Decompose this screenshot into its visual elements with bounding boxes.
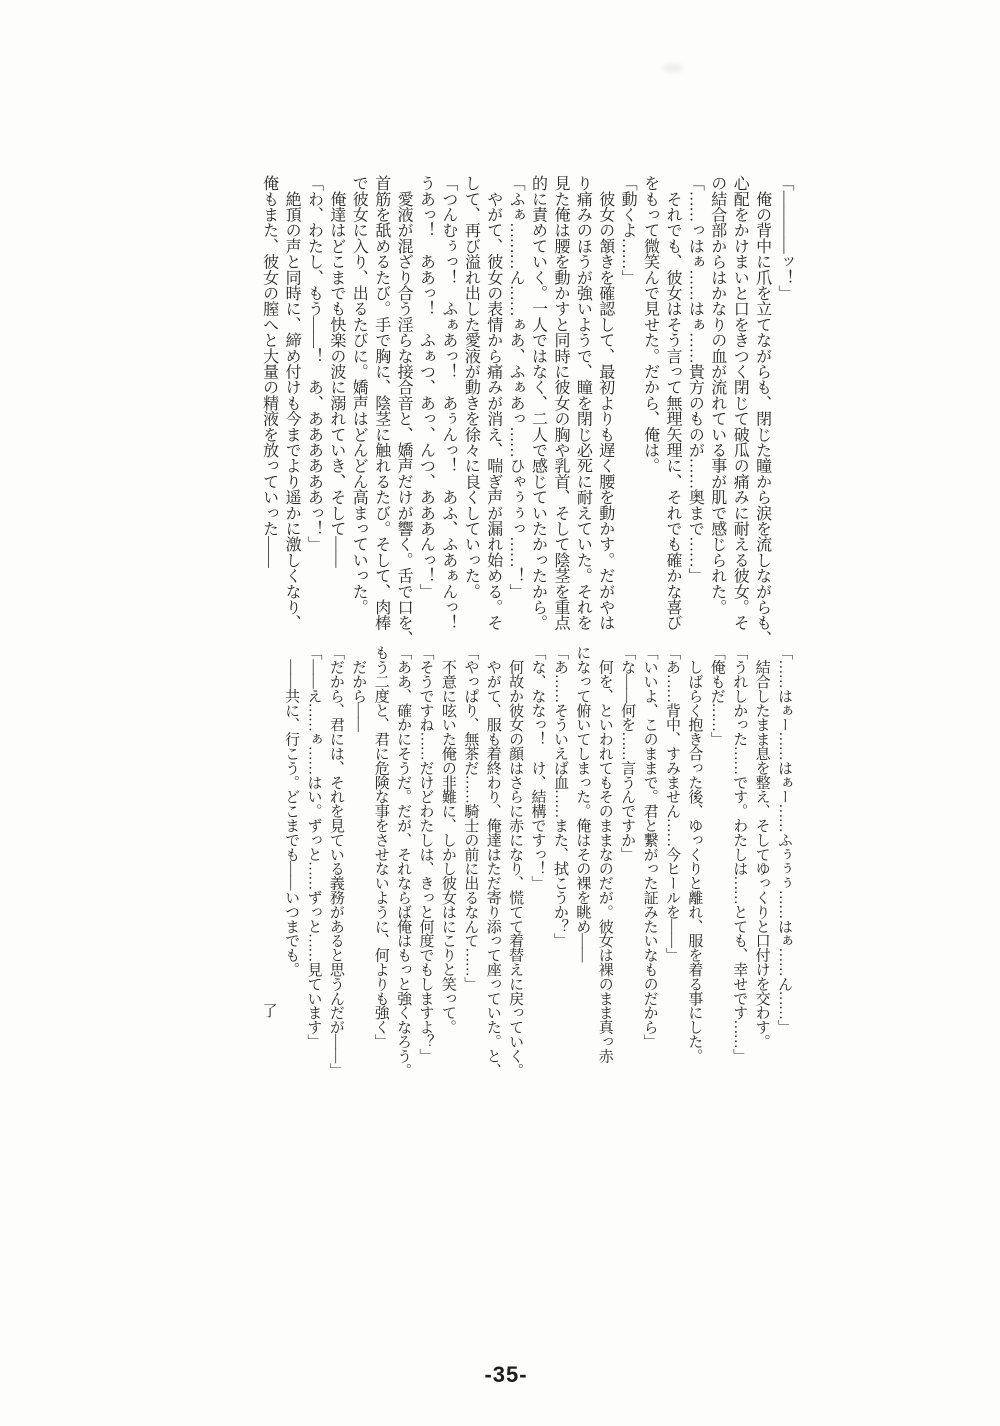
text-line: 「……はぁー……はぁー……ふぅぅぅ……はぁ……ん……」: [776, 645, 792, 1034]
text-line: ——共に、行こう。どこまでも——いつまでも。: [283, 645, 300, 977]
text-line: しばらく抱き合った後、ゆっくりと離れ、服を着る事にした。: [686, 645, 703, 1063]
text-line: 「つんむぅっ！ ふぁあっ！ あぅんっ！ あふ、ふあぁんっ！: [439, 175, 457, 631]
text-line: 「いいよ、このままで。君と繋がった証みたいなものだから」: [641, 645, 658, 1049]
text-line: で彼女に入り、出るたびに。嬌声はどんどん高まっていった。: [350, 175, 368, 615]
text-line: もう二度と、君に危険な事をさせないように、何よりも強く」: [372, 645, 389, 1049]
text-line: やがて、服も着終わり、俺達はただ寄り添って座っていた。と、: [484, 645, 501, 1078]
text-line: 不意に呟いた俺の非難に、しかし彼女はにこりと笑って。: [439, 645, 456, 1034]
text-line: 「やっぱり、無茶だ……騎士の前に出るなんて……」: [462, 645, 479, 991]
text-line: 「俺もだ……」: [708, 645, 725, 746]
text-line: 「だから、君には、それを見ている義務があると思うんだが——」: [327, 645, 344, 1078]
text-line: 愛液が混ざり合う淫らな接合音と、嬌声だけが響く。舌で口を、: [395, 175, 413, 647]
text-line: 結合したまま息を整え、そしてゆっくりと口付けを交わす。: [753, 645, 770, 1049]
text-line: 的に責めていく。一人ではなく、二人で感じていたかったから。: [529, 175, 547, 631]
text-line: 心配をかけまいと口をきつく閉じて破瓜の痛みに耐える彼女。そ: [731, 175, 749, 631]
story-end-mark: 了: [260, 1003, 277, 1018]
text-line: やがて、彼女の表情から痛みが消え、喘ぎ声が漏れ始める。そ: [484, 175, 502, 631]
text-line: をもって微笑んで見せた。だから、俺は。: [641, 175, 659, 474]
text-line: 「動くよ……」: [619, 175, 637, 285]
text-line: 「————ッ！」: [776, 175, 793, 301]
text-line: 「うれしかった……です。わたしは……とても、幸せです……」: [731, 645, 748, 1063]
text-line: 見た俺は腰を動かすと同時に彼女の胸や乳首、そして陰茎を重点: [551, 175, 569, 631]
text-line: 「ああ、確かにそうだ。だが、それならば俺はもっと強くなろう。: [395, 645, 412, 1078]
scan-smudge-artifact: [663, 64, 683, 72]
text-line: 「あ……そういえば血……また、拭こうか？」: [551, 645, 568, 948]
text-line: 「な——何を……言うんですか」: [619, 645, 636, 862]
page-number: -35-: [484, 1362, 528, 1387]
text-line: 絶頂の声と同時に、締め付けも今までより遥かに激しくなり、: [283, 175, 301, 631]
text-line: 「そうですね……だけどわたしは、きっと何度でもしますよ？」: [417, 645, 434, 1063]
text-line: して、再び溢れ出した愛液が動きを徐々に良くしていった。: [462, 175, 480, 599]
text-line: 「わ、わたし、もう——！ あ、ああああああっ！」: [305, 175, 323, 552]
text-line: 何を、といわれてもそのままなのだが。彼女は裸のまま真っ赤: [596, 645, 613, 1063]
text-line: それでも、彼女はそう言って無理矢理に、それでも確かな喜び: [663, 175, 681, 631]
text-line: 彼女の頷きを確認して、最初よりも遅く腰を動かす。だがやは: [596, 175, 614, 631]
text-line: 「な、ななっ！ け、結構ですっ！」: [529, 645, 546, 890]
text-line: 「ふぁ………ん……ぁあ、ふぁあっ……ひゃぅぅっ……！」: [507, 175, 525, 599]
text-line: 首筋を舐めるたび。手で胸に、陰茎に触れるたび。そして、肉棒: [372, 175, 390, 631]
text-line: 俺の背中に爪を立てながらも、閉じた瞳から涙を流しながらも、: [753, 175, 771, 647]
text-line: の結合部からはかなりの血が流れている事が肌で感じられた。: [708, 175, 726, 615]
text-block-top: [257, 175, 795, 647]
text-line: 俺もまた、彼女の膣へと大量の精液を放っていった——: [260, 175, 278, 568]
text-line: 「——え……ぁ……はい。ずっと……ずっと……見ています」: [305, 645, 322, 1049]
text-line: 俺達はどこまでも快楽の波に溺れていき、そして——: [327, 175, 345, 568]
text-line: 「あ……背中、すみません……今ヒールを——」: [663, 645, 680, 962]
text-line: 「……っはぁ……はぁ……貴方のものが……奥まで……」: [686, 175, 704, 584]
text-line: 何故か彼女の顔はさらに赤になり、慌てて着替えに戻っていく。: [507, 645, 524, 1078]
text-line: になって俯いてしまった。俺はその裸を眺め——: [574, 645, 591, 962]
text-line: り痛みのほうが強いようで、瞳を閉じ必死に耐えていた。それを: [574, 175, 592, 631]
text-line: だから——: [350, 645, 367, 732]
text-block-bottom: [257, 645, 795, 1078]
text-line: うあっ！ ああっ！ ふぁつ、あっ、んつ、あああんっ！」: [417, 175, 435, 599]
